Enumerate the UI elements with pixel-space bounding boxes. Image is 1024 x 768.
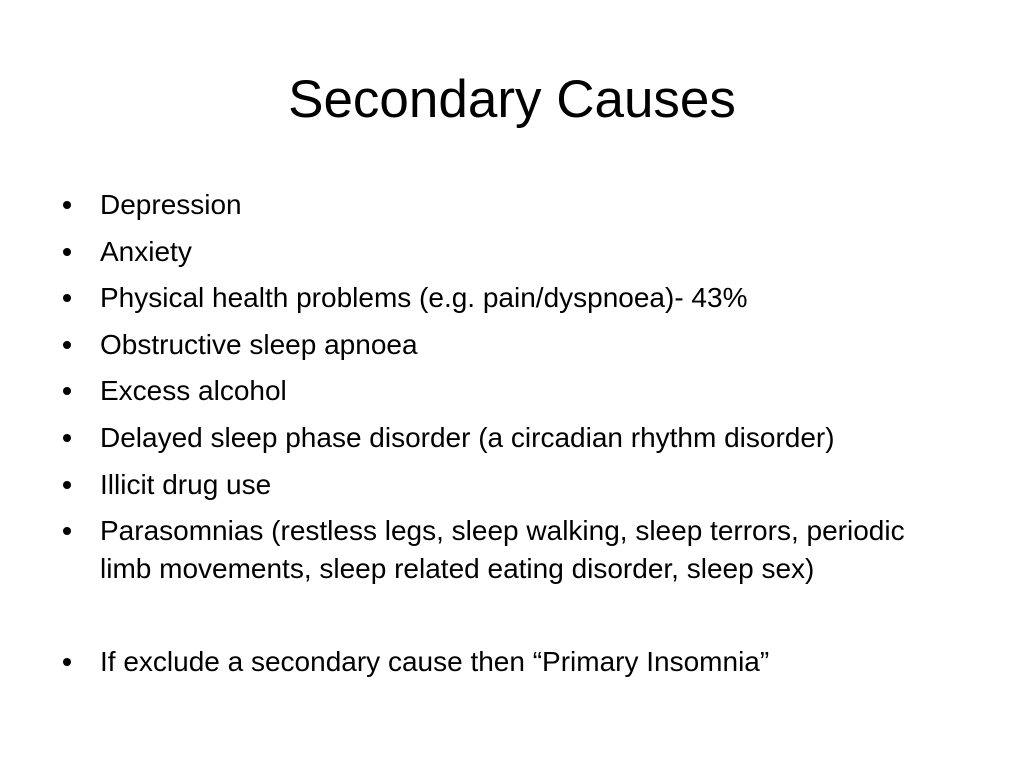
bullet-text: Obstructive sleep apnoea [100, 328, 418, 360]
bullet-text: Anxiety [100, 235, 192, 267]
bullet-text: If exclude a secondary cause then “Primary Insomnia” [100, 645, 770, 677]
bullet-item [100, 233, 935, 271]
bullet-item [100, 279, 935, 317]
bullet-icon [63, 201, 71, 209]
bullet-text: Excess alcohol [100, 375, 287, 407]
bullet-item [100, 372, 935, 410]
bullet-icon [63, 434, 71, 442]
bullet-list [100, 186, 935, 690]
bullet-icon [63, 527, 71, 535]
bullet-icon [63, 387, 71, 395]
bullet-text: Physical health problems (e.g. pain/dyspnoea)- 43% [100, 282, 748, 314]
slide-title: Secondary Causes [288, 70, 736, 129]
bullet-icon [63, 341, 71, 349]
bullet-text: Illicit drug use [100, 468, 272, 500]
bullet-icon [63, 658, 71, 666]
bullet-item [100, 419, 935, 457]
bullet-text: Parasomnias (restless legs, sleep walking, sleep terrors, periodic limb movements, sleep related eating disorder, sleep sex) [100, 515, 905, 585]
bullet-item [100, 326, 935, 364]
bullet-item [100, 466, 935, 504]
empty-paragraph [100, 597, 935, 635]
bullet-text: Delayed sleep phase disorder (a circadian rhythm disorder) [100, 421, 835, 453]
bullet-icon [63, 481, 71, 489]
bullet-item [100, 512, 935, 588]
bullet-icon [63, 248, 71, 256]
bullet-item [100, 186, 935, 224]
bullet-item [100, 643, 935, 681]
bullet-icon [63, 294, 71, 302]
bullet-text: Depression [100, 189, 242, 220]
